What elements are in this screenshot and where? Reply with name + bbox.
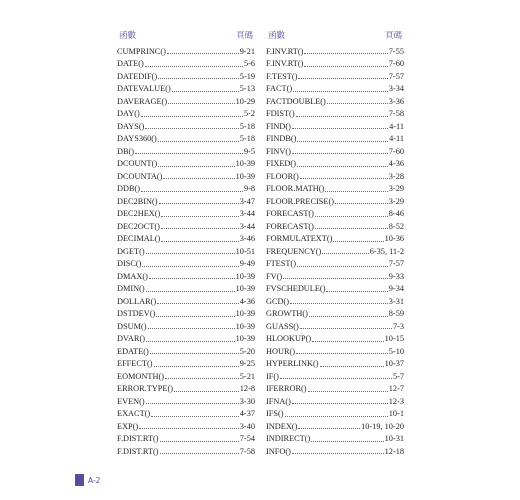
page-reference: 3-46 — [239, 234, 255, 243]
page-reference: 3-30 — [239, 396, 255, 406]
index-entry — [117, 368, 255, 381]
dot-leader — [298, 428, 360, 429]
index-entry — [117, 81, 255, 94]
page-reference: 7-58 — [239, 446, 255, 456]
dot-leader — [160, 453, 239, 454]
function-name: FDIST() — [266, 109, 295, 118]
page-reference: 7-60 — [388, 59, 404, 68]
function-name: DECIMAL() — [117, 234, 161, 243]
function-name: EDATE() — [117, 346, 149, 356]
function-name: DSTDEV() — [117, 309, 156, 318]
index-entry — [117, 118, 255, 131]
dot-leader — [161, 241, 238, 242]
page-reference: 8-46 — [388, 209, 404, 218]
dot-leader — [158, 141, 239, 142]
function-name: DAVERAGE() — [117, 96, 168, 106]
dot-leader — [145, 66, 243, 67]
dot-leader — [165, 378, 239, 379]
page-reference: 3-31 — [388, 296, 404, 306]
index-entry — [117, 93, 255, 106]
function-name: DEC2HEX() — [117, 209, 161, 218]
page-reference: 4-37 — [239, 409, 255, 418]
index-entry — [117, 331, 255, 344]
page-reference: 7-54 — [239, 434, 255, 443]
dot-leader — [296, 116, 388, 117]
page-reference: 10-51 — [235, 246, 255, 256]
function-name: CUMPRINC() — [117, 46, 166, 56]
index-entry — [117, 231, 255, 244]
index-entry — [117, 281, 255, 294]
page-reference: 3-47 — [239, 196, 255, 206]
index-entry — [266, 406, 404, 419]
page-reference: 10-39 — [235, 309, 255, 318]
function-name: F.DIST.RT() — [117, 446, 159, 456]
index-entry — [266, 268, 404, 281]
index-entry — [266, 143, 404, 156]
page-reference: 10-1 — [388, 409, 404, 418]
page-reference: 12-8 — [239, 384, 255, 393]
page-reference: 9-34 — [388, 284, 404, 293]
function-name: DMIN() — [117, 284, 145, 293]
function-name: DAY() — [117, 109, 140, 118]
function-name: IFS() — [266, 409, 284, 418]
page-reference: 10-36 — [384, 234, 404, 243]
page-reference: 5-2 — [243, 109, 255, 118]
page-reference: 7-60 — [388, 146, 404, 156]
function-name: F.TEST() — [266, 71, 298, 81]
function-name: F.INV.RT() — [266, 46, 304, 56]
function-name: EVEN() — [117, 396, 145, 406]
function-name: FACTDOUBLE() — [266, 96, 326, 106]
page-tab-marker — [75, 474, 84, 486]
index-entry — [266, 56, 404, 69]
page-reference: 9-49 — [239, 259, 255, 268]
dot-leader — [145, 128, 238, 129]
dot-leader — [290, 303, 388, 304]
page-reference: 10-39 — [235, 171, 255, 181]
function-name: FVSCHEDULE() — [266, 284, 326, 293]
function-name: DAYS360() — [117, 134, 157, 143]
dot-leader — [146, 341, 235, 342]
index-entry — [117, 168, 255, 181]
index-entry — [266, 393, 404, 406]
index-entry — [117, 356, 255, 369]
page-reference: 5-20 — [239, 346, 255, 356]
page-reference: 8-59 — [388, 309, 404, 318]
index-entry — [266, 318, 404, 331]
dot-leader — [308, 391, 388, 392]
function-name: DCOUNT() — [117, 159, 158, 168]
dot-leader — [297, 166, 388, 167]
function-name: FINV() — [266, 146, 291, 156]
function-name: DATEVALUE() — [117, 84, 171, 93]
function-name: FACT() — [266, 84, 293, 93]
dot-leader — [161, 216, 238, 217]
dot-leader — [315, 216, 388, 217]
dot-leader — [149, 278, 235, 279]
page-reference: 10-31 — [384, 434, 404, 443]
page-reference: 5-7 — [392, 371, 404, 381]
function-name: GCD() — [266, 296, 290, 306]
index-entry — [266, 106, 404, 119]
index-entry — [266, 368, 404, 381]
function-name: DVAR() — [117, 334, 145, 343]
function-name: DB() — [117, 146, 135, 156]
index-entry — [117, 218, 255, 231]
index-entry — [266, 281, 404, 294]
index-entry — [117, 268, 255, 281]
index-column-right — [266, 29, 404, 456]
dot-leader — [283, 278, 388, 279]
function-name: HOUR() — [266, 346, 296, 356]
index-entry — [266, 68, 404, 81]
index-entry — [117, 156, 255, 169]
dot-leader — [146, 253, 235, 254]
page-reference: 5-18 — [239, 121, 255, 131]
page-reference: 3-36 — [388, 96, 404, 106]
dot-leader — [146, 291, 235, 292]
function-name: GUASS() — [266, 321, 299, 331]
dot-leader — [167, 53, 239, 54]
dot-leader — [326, 291, 387, 292]
page-reference: 12-18 — [384, 446, 404, 456]
index-entry — [117, 406, 255, 419]
index-entry — [117, 256, 255, 269]
function-name: FLOOR.MATH() — [266, 184, 325, 193]
page-reference: 9-21 — [239, 46, 255, 56]
function-name: DCOUNTA() — [117, 171, 163, 181]
function-name: DMAX() — [117, 271, 148, 281]
column-header — [117, 29, 255, 43]
dot-leader — [156, 316, 234, 317]
dot-leader — [312, 341, 383, 342]
dot-leader — [158, 78, 239, 79]
page-reference: 7-55 — [388, 46, 404, 56]
page-reference: 7-57 — [388, 259, 404, 268]
page-reference: 3-44 — [239, 209, 255, 218]
index-entry — [266, 93, 404, 106]
index-entry — [266, 331, 404, 344]
page-reference: 10-29 — [235, 96, 255, 106]
page-reference: 10-37 — [384, 359, 404, 368]
page-reference: 5-18 — [239, 134, 255, 143]
index-entry — [266, 131, 404, 144]
page-reference: 3-28 — [388, 171, 404, 181]
page-reference: 9-33 — [388, 271, 404, 281]
function-name: DAYS() — [117, 121, 145, 131]
index-entry — [117, 418, 255, 431]
dot-leader — [141, 191, 243, 192]
index-entry — [117, 106, 255, 119]
index-entry — [266, 118, 404, 131]
page-reference: 5-13 — [239, 84, 255, 93]
dot-leader — [304, 66, 387, 67]
index-entry — [266, 81, 404, 94]
index-list — [117, 43, 255, 456]
dot-leader — [146, 403, 239, 404]
index-entry — [266, 168, 404, 181]
page-reference: 10-15 — [384, 334, 404, 343]
dot-leader — [335, 203, 388, 204]
index-entry — [266, 193, 404, 206]
index-entry — [266, 218, 404, 231]
index-entry — [117, 43, 255, 56]
index-entry — [266, 43, 404, 56]
index-entry — [117, 68, 255, 81]
function-name: DGET() — [117, 246, 145, 256]
page-reference: 3-29 — [388, 184, 404, 193]
function-name: FV() — [266, 271, 283, 281]
page-footer — [75, 474, 100, 486]
dot-leader — [160, 441, 239, 442]
dot-leader — [300, 328, 392, 329]
function-name: FLOOR.PRECISE() — [266, 196, 334, 206]
dot-leader — [333, 241, 383, 242]
dot-leader — [296, 353, 388, 354]
dot-leader — [292, 128, 388, 129]
function-name: EXACT() — [117, 409, 151, 418]
dot-leader — [159, 203, 239, 204]
function-name: DATE() — [117, 59, 144, 68]
function-name: GROWTH() — [266, 309, 308, 318]
function-name: HLOOKUP() — [266, 334, 312, 343]
index-entry — [266, 206, 404, 219]
function-name: DEC2OCT() — [117, 221, 160, 231]
page-reference: 9-25 — [239, 359, 255, 368]
page-reference: 5-10 — [388, 346, 404, 356]
function-name: F.INV.RT() — [266, 59, 304, 68]
page-reference: 10-39 — [235, 271, 255, 281]
page-reference: 6-35, 11-2 — [369, 246, 404, 256]
index-entry — [117, 181, 255, 194]
function-name: DISC() — [117, 259, 142, 268]
index-entry — [266, 356, 404, 369]
function-name: FIXED() — [266, 159, 296, 168]
dot-leader — [327, 103, 388, 104]
index-entry — [266, 243, 404, 256]
function-name: FORECAST() — [266, 209, 314, 218]
index-entry — [266, 306, 404, 319]
dot-leader — [315, 228, 388, 229]
page-reference: 5-19 — [239, 71, 255, 81]
dot-leader — [148, 328, 235, 329]
index-entry — [266, 418, 404, 431]
dot-leader — [320, 366, 384, 367]
index-entry — [266, 443, 404, 456]
dot-leader — [293, 91, 388, 92]
index-entry — [266, 181, 404, 194]
dot-leader — [297, 266, 388, 267]
page-number: A-2 — [88, 475, 101, 485]
page-reference: 5-6 — [243, 59, 255, 68]
function-name: FORMULATEXT() — [266, 234, 333, 243]
function-column-label: 函數 — [268, 31, 286, 41]
index-entry — [266, 256, 404, 269]
dot-leader — [163, 178, 234, 179]
index-entry — [117, 293, 255, 306]
function-name: INDIRECT() — [266, 434, 311, 443]
index-entry — [117, 143, 255, 156]
page-reference: 9-5 — [243, 146, 255, 156]
index-entry — [266, 343, 404, 356]
page-column-label: 頁碼 — [235, 31, 253, 41]
function-name: EXP() — [117, 421, 139, 431]
dot-leader — [285, 416, 388, 417]
function-name: IF() — [266, 371, 279, 381]
index-entry — [117, 131, 255, 144]
page-reference: 8-52 — [388, 221, 404, 231]
function-name: FIND() — [266, 121, 291, 131]
dot-leader — [161, 228, 239, 229]
index-entry — [266, 156, 404, 169]
index-entry — [266, 431, 404, 444]
function-name: DSUM() — [117, 321, 147, 331]
dot-leader — [292, 153, 388, 154]
page-column-label: 頁碼 — [384, 31, 402, 41]
function-name: FLOOR() — [266, 171, 299, 181]
page-reference: 4-11 — [389, 121, 404, 131]
page-reference: 3-34 — [388, 84, 404, 93]
dot-leader — [172, 91, 239, 92]
page-reference: 7-58 — [388, 109, 404, 118]
function-name: F.DIST.RT() — [117, 434, 159, 443]
page-reference: 12-3 — [388, 396, 404, 406]
page-reference: 3-40 — [239, 421, 255, 431]
index-entry — [117, 381, 255, 394]
page-reference: 10-39 — [235, 159, 255, 168]
dot-leader — [297, 141, 388, 142]
index-entry — [117, 243, 255, 256]
function-name: INFO() — [266, 446, 291, 456]
dot-leader — [309, 316, 388, 317]
page-reference: 9-8 — [243, 184, 255, 193]
index-entry — [117, 56, 255, 69]
dot-leader — [142, 266, 238, 267]
index-entry — [117, 393, 255, 406]
page-reference: 10-19, 10-20 — [361, 421, 404, 431]
dot-leader — [280, 378, 392, 379]
index-entry — [266, 231, 404, 244]
dot-leader — [154, 366, 239, 367]
dot-leader — [135, 153, 243, 154]
index-entry — [266, 293, 404, 306]
dot-leader — [157, 303, 239, 304]
function-name: IFNA() — [266, 396, 291, 406]
page-reference: 4-36 — [239, 296, 255, 306]
function-name: DATEDIF() — [117, 71, 158, 81]
dot-leader — [325, 191, 387, 192]
dot-leader — [292, 453, 384, 454]
function-name: EOMONTH() — [117, 371, 165, 381]
index-entry — [117, 193, 255, 206]
index-list — [266, 43, 404, 456]
dot-leader — [150, 353, 239, 354]
page-reference: 10-39 — [235, 334, 255, 343]
function-name: EFFECT() — [117, 359, 153, 368]
function-name: FREQUENCY() — [266, 246, 322, 256]
function-name: DDB() — [117, 184, 141, 193]
page-reference: 3-29 — [388, 196, 404, 206]
column-header — [266, 29, 404, 43]
index-entry — [117, 306, 255, 319]
function-name: DEC2BIN() — [117, 196, 158, 206]
page-reference: 7-3 — [392, 321, 404, 331]
dot-leader — [141, 116, 243, 117]
dot-leader — [304, 53, 387, 54]
page-reference: 4-11 — [389, 134, 404, 143]
function-name: FORECAST() — [266, 221, 314, 231]
dot-leader — [298, 78, 387, 79]
function-name: HYPERLINK() — [266, 359, 319, 368]
dot-leader — [292, 403, 388, 404]
dot-leader — [158, 166, 235, 167]
dot-leader — [311, 441, 383, 442]
index-entry — [266, 381, 404, 394]
function-name: ERROR.TYPE() — [117, 384, 174, 393]
page-reference: 3-44 — [239, 221, 255, 231]
page-reference: 12-7 — [388, 384, 404, 393]
dot-leader — [139, 428, 239, 429]
page-reference: 5-21 — [239, 371, 255, 381]
index-entry — [117, 343, 255, 356]
function-column-label: 函數 — [119, 31, 137, 41]
function-name: FINDB() — [266, 134, 297, 143]
function-name: FTEST() — [266, 259, 296, 268]
page-reference: 10-39 — [235, 321, 255, 331]
function-name: DOLLAR() — [117, 296, 157, 306]
dot-leader — [174, 391, 239, 392]
page-reference: 7-57 — [388, 71, 404, 81]
index-entry — [117, 206, 255, 219]
page-reference: 10-39 — [235, 284, 255, 293]
index-entry — [117, 431, 255, 444]
function-name: INDEX() — [266, 421, 298, 431]
dot-leader — [151, 416, 239, 417]
index-column-left — [117, 29, 255, 456]
index-entry — [117, 443, 255, 456]
dot-leader — [168, 103, 235, 104]
dot-leader — [300, 178, 388, 179]
dot-leader — [322, 253, 368, 254]
function-name: IFERROR() — [266, 384, 307, 393]
page-reference: 4-36 — [388, 159, 404, 168]
index-entry — [117, 318, 255, 331]
